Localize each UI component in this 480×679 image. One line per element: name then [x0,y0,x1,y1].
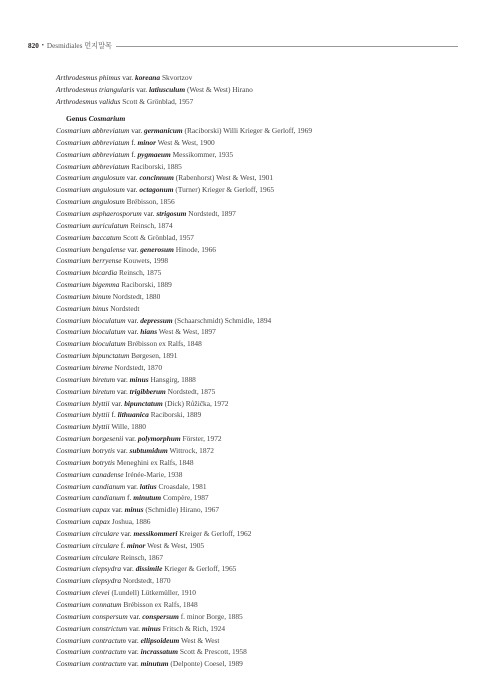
infraspecific-epithet: ellipsoideum [140,635,180,645]
infraspecific-epithet: germanicum [144,126,183,135]
species-entry [56,221,173,231]
taxon-name: Cosmarium bipunctatum [56,351,130,361]
rank-marker: var. [129,623,140,633]
taxon-name: Cosmarium clepsydra [56,564,122,574]
taxon-author: Wille, 1880 [111,422,146,432]
infraspecific-epithet: minor [126,540,146,550]
species-entry [56,304,139,314]
species-entry [56,647,247,657]
taxon-author: (Turner) Krieger & Gerloff, 1965 [175,185,275,195]
species-entry [56,268,161,278]
taxon-name: Cosmarium capax [56,517,110,527]
infraspecific-epithet: depressum [140,315,173,325]
taxon-author: Joshua, 1886 [111,517,151,527]
taxon-name: Cosmarium abbreviatum [56,149,130,159]
infraspecific-epithet: subtumidum [129,445,168,455]
genus-name: Cosmarium [88,114,126,123]
taxon-name: Cosmarium binus [56,303,109,313]
taxon-name: Cosmarium angulosum [56,185,125,195]
taxon-author: Raciborski, 1889 [121,280,172,290]
taxon-name: Cosmarium angulosum [56,173,125,183]
species-entry [56,458,194,468]
species-entry [56,387,215,397]
species-entry [56,553,163,563]
infraspecific-epithet: minus [124,505,144,515]
species-entry [56,505,219,515]
rank-marker: var. [126,173,138,183]
taxon-author: Nordstedt, 1880 [112,291,161,301]
infraspecific-epithet: incrassatum [140,647,179,657]
taxon-name: Cosmarium borgesenii [56,434,124,444]
taxon-name: Cosmarium capax [56,505,110,515]
taxon-author: Raciborski, 1889 [150,410,202,420]
species-entry [56,351,177,361]
rank-marker: var. [116,445,128,455]
infraspecific-epithet: minus [141,623,161,633]
species-entry [56,410,201,420]
taxon-name: Cosmarium biretum [56,374,116,384]
taxon-name: Cosmarium binum [56,291,111,301]
species-entry [56,97,193,107]
taxon-author: Brébisson ex Ralfs, 1848 [127,339,202,349]
infraspecific-epithet: strigosum [156,208,187,218]
taxon-name: Cosmarium bioculatum [56,315,126,325]
taxon-author: West & West, 1905 [147,540,205,550]
taxon-name: Cosmarium contractum [56,635,127,645]
taxon-author: Skvortzov [161,73,193,82]
taxon-name: Cosmarium bigemma [56,280,120,290]
header-separator: • [41,43,44,49]
taxon-author: Croasdale, 1981 [158,481,207,491]
taxon-name: Cosmarium circulare [56,540,119,550]
taxon-author: (Schaarschmidt) Schmidle, 1894 [174,315,272,325]
rank-marker: f. [131,149,136,159]
section-title: Desmidiales 먼지말목 [46,42,112,50]
infraspecific-epithet: minus [129,374,149,384]
rank-marker: var. [126,185,138,195]
taxon-name: Cosmarium bioculatum [56,339,126,349]
infraspecific-epithet: dissimile [135,564,163,574]
infraspecific-epithet: hians [140,327,158,337]
taxon-name: Cosmarium contractum [56,659,127,669]
taxon-author: West & West, 1897 [158,327,216,337]
taxon-name: Cosmarium biretum [56,386,116,396]
species-entry [56,85,253,95]
species-entry [56,529,251,539]
species-entry [56,233,194,243]
taxon-name: Cosmarium blyttii [56,398,110,408]
species-entry [56,162,182,172]
genus-heading [66,114,125,123]
rank-marker: var. [143,208,155,218]
rank-marker: var. [129,611,141,621]
rank-marker: var. [120,528,132,538]
infraspecific-epithet: lithuanica [117,410,149,420]
taxon-author: Fritsch & Rich, 1924 [162,623,226,633]
infraspecific-epithet: minutum [140,659,169,669]
infraspecific-epithet: koreana [135,73,161,82]
taxon-author: (Delponte) Coesel, 1989 [170,659,243,669]
infraspecific-epithet: latius [139,481,157,491]
taxon-name: Cosmarium candianum [56,493,126,503]
taxon-author: Nordstedt [110,303,140,313]
rank-marker: var. [127,244,139,254]
species-entry [56,588,196,598]
taxon-author: West & West, 1900 [157,137,215,147]
species-entry [56,245,216,255]
taxon-author: (West & West) Hirano [187,85,253,95]
taxon-name: Cosmarium bioculatum [56,327,126,337]
taxon-author: Brébisson ex Ralfs, 1848 [123,600,198,609]
taxon-author: Nordstedt, 1875 [167,386,216,396]
taxon-name: Arthrodesmus phimus [56,73,121,82]
species-entry [56,541,204,551]
taxon-name: Cosmarium clepsydra [56,576,122,586]
taxon-name: Arthrodesmus validus [56,97,121,107]
taxon-author: Meneghini ex Ralfs, 1848 [116,457,194,467]
species-entry [56,280,172,290]
species-entry [56,150,233,160]
rank-marker: f. [120,540,126,550]
species-entry [56,482,207,492]
species-entry [56,185,274,195]
taxon-name: Cosmarium botrytis [56,445,115,455]
species-entry [56,375,196,385]
taxon-author: Raciborski, 1885 [131,161,182,171]
rank-marker: var. [136,85,148,95]
species-entry [56,422,146,432]
running-header [28,40,458,52]
taxon-author: Nordstedt, 1870 [114,363,163,372]
species-entry [56,73,192,83]
infraspecific-epithet: generosum [140,244,174,254]
rank-marker: var. [131,126,143,135]
taxon-author: Reinsch, 1867 [120,552,164,562]
species-entry [56,256,168,266]
species-entry [56,197,175,207]
species-entry [56,659,243,669]
species-entry [56,446,214,456]
species-entry [56,399,229,409]
infraspecific-epithet: latiusculum [148,85,186,95]
taxon-name: Cosmarium candianum [56,481,126,491]
species-entry [56,576,171,586]
taxon-author: (Lundell) Lütkemüller, 1910 [111,588,196,598]
page-number: 820 [28,42,39,50]
rank-marker: var. [127,635,139,645]
rank-marker: f. [127,493,132,503]
taxon-author: (Raciborski) Willi Krieger & Gerloff, 1969 [184,126,313,135]
taxon-author: Kouwets, 1998 [123,256,169,266]
infraspecific-epithet: concinnum [139,173,174,183]
rank-marker: var. [127,647,139,657]
rank-marker: var. [127,659,139,669]
taxon-name: Cosmarium contractum [56,647,127,657]
taxon-name: Cosmarium angulosum [56,197,125,207]
species-entry [56,624,225,634]
species-entry [56,564,236,574]
infraspecific-epithet: minutum [133,493,162,503]
taxon-name: Cosmarium bicardia [56,268,118,278]
taxon-author: Nordstedt, 1897 [188,208,236,218]
rank-marker: f. [111,410,116,420]
taxon-name: Arthrodesmus triangularis [56,85,135,95]
taxon-name: Cosmarium abbreviatum [56,161,130,171]
taxon-author: Compère, 1987 [163,493,209,503]
taxon-name: Cosmarium conspersum [56,611,128,621]
taxon-author: Messikommer, 1935 [172,149,234,159]
infraspecific-epithet: minor [137,137,156,147]
taxon-author: Scott & Grönblad, 1957 [122,232,194,242]
rank-marker: var. [111,505,123,515]
species-entry [56,126,312,136]
taxon-author: (Dick) Růžička, 1972 [164,398,229,408]
species-entry [56,517,150,527]
taxon-name: Cosmarium berryense [56,256,122,266]
taxon-author: (Schmidle) Hirano, 1967 [145,505,220,515]
rank-marker: var. [122,73,134,82]
species-entry [56,209,236,219]
species-entry [56,138,215,148]
genus-label: Genus [66,114,87,123]
taxon-name: Cosmarium constrictum [56,623,128,633]
taxon-name: Cosmarium bireme [56,363,113,372]
taxon-author: Reinsch, 1875 [118,268,162,278]
taxon-name: Cosmarium botrytis [56,457,115,467]
taxon-name: Cosmarium abbreviatum [56,137,130,147]
header-rule [116,46,458,47]
infraspecific-epithet: octagonum [139,185,174,195]
rank-marker: var. [116,386,128,396]
species-entry [56,636,219,646]
taxon-name: Cosmarium canadense [56,469,124,479]
species-entry [56,600,198,610]
rank-marker: var. [127,327,139,337]
taxon-author: Børgesen, 1891 [131,351,178,361]
infraspecific-epithet: trigibberum [129,386,166,396]
taxon-author: Nordstedt, 1870 [122,576,171,586]
species-entry [56,612,243,622]
rank-marker: var. [125,434,137,444]
taxon-author: Scott & Prescott, 1958 [179,647,247,657]
infraspecific-epithet: messikommeri [133,528,178,538]
taxon-author: Reinsch, 1874 [130,220,173,230]
taxon-author: Kreiger & Gerloff, 1962 [179,528,252,538]
species-entry [56,470,182,480]
taxon-name: Cosmarium asphaerosporum [56,208,142,218]
taxon-name: Cosmarium blyttii [56,422,110,432]
taxon-author: Scott & Grönblad, 1957 [122,97,194,107]
infraspecific-epithet: polymorphum [137,434,181,444]
taxon-name: Cosmarium clevei [56,588,110,598]
taxon-name: Cosmarium baccatum [56,232,122,242]
species-entry [56,327,216,337]
infraspecific-epithet: conspersum [142,611,179,621]
infraspecific-epithet: pygmaeum [137,149,171,159]
species-entry [56,292,160,302]
taxon-author: Hansgirg, 1888 [150,374,196,384]
taxon-name: Cosmarium connatum [56,600,122,609]
rank-marker: var. [127,481,138,491]
rank-marker: var. [111,398,123,408]
species-entry [56,173,273,183]
taxon-author: (Rabenhorst) West & West, 1901 [175,173,274,183]
taxon-author: Wittrock, 1872 [169,445,214,455]
taxon-author: Förster, 1972 [182,434,222,444]
rank-marker: var. [127,315,139,325]
taxon-name: Cosmarium circulare [56,552,119,562]
species-entry [56,493,209,503]
taxon-author: Krieger & Gerloff, 1965 [164,564,237,574]
taxon-author: Brébisson, 1856 [126,197,175,207]
taxon-author: West & West [180,635,220,645]
taxon-author: f. minor Borge, 1885 [180,611,243,621]
taxon-name: Cosmarium abbreviatum [56,126,130,135]
species-entry [56,434,222,444]
species-entry [56,363,162,373]
rank-marker: var. [122,564,134,574]
taxon-name: Cosmarium auriculatum [56,220,129,230]
infraspecific-epithet: bipunctatum [124,398,163,408]
taxon-name: Cosmarium blyttii [56,410,110,420]
taxon-name: Cosmarium bengalense [56,244,126,254]
species-entry [56,339,202,349]
rank-marker: f. [131,137,136,147]
taxon-author: Hinode, 1966 [175,244,216,254]
species-entry [56,316,271,326]
taxon-author: Irénée-Marie, 1938 [125,469,183,479]
taxon-name: Cosmarium circulare [56,528,119,538]
rank-marker: var. [116,374,128,384]
